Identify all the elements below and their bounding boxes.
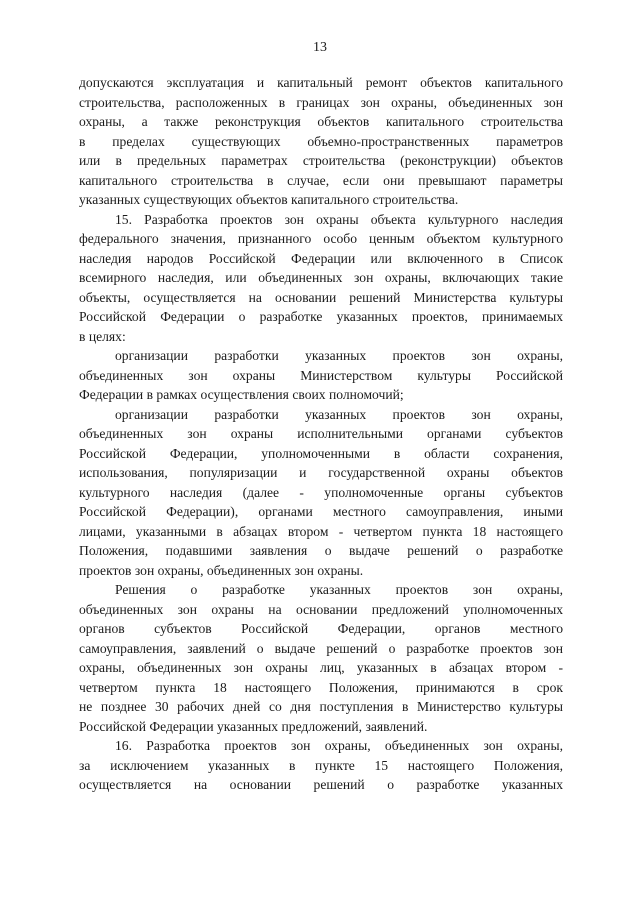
text-line: объединенных зон охраны на основании предложений уполномоченных (79, 601, 563, 617)
body-text (79, 73, 563, 795)
page-number: 13 (313, 40, 327, 55)
text-line: организации разработки указанных проектов зон охраны, (115, 406, 563, 422)
text-line: или в предельных параметрах строительства (реконструкции) объектов (79, 153, 563, 168)
text-line: за исключением указанных в пункте 15 настоящего Положения, (79, 757, 563, 773)
text-line: культурного наследия (далее - уполномоченные органы субъектов (79, 484, 563, 500)
text-line: проектов зон охраны, объединенных зон охраны. (79, 562, 364, 578)
text-line: не позднее 30 рабочих дней со дня поступления в Министерство культуры (79, 699, 563, 714)
text-line: лицами, указанными в абзацах втором - четвертом пункта 18 настоящего (79, 523, 563, 539)
text-line: Решения о разработке указанных проектов зон охраны, (115, 582, 563, 597)
text-line: самоуправления, заявлений о выдаче решений о разработке проектов зон (79, 640, 563, 656)
text-line: объединенных зон охраны Министерством культуры Российской (79, 367, 563, 383)
text-line: Российской Федерации, уполномоченными в области сохранения, (79, 445, 563, 461)
text-line: объединенных зон охраны исполнительными органами субъектов (79, 426, 563, 441)
text-line: федерального значения, признанного особо ценным объектом культурного (79, 231, 563, 246)
text-line: Российской Федерации указанных предложений, заявлений. (79, 718, 428, 734)
text-line: использования, популяризации и государственной охраны объектов (79, 465, 563, 480)
text-line: объекты, осуществляется на основании решений Министерства культуры (79, 289, 563, 305)
text-line: в пределах существующих объемно-пространственных параметров (79, 133, 563, 149)
text-line: органов субъектов Российской Федерации, органов местного (79, 621, 563, 636)
text-line: 15. Разработка проектов зон охраны объекта культурного наследия (115, 211, 563, 227)
text-line: организации разработки указанных проектов зон охраны, (115, 348, 563, 363)
text-line: указанных существующих объектов капитального строительства. (79, 192, 459, 207)
text-line: Положения, подавшими заявления о выдаче решений о разработке (79, 543, 563, 558)
text-line: капитального строительства в случае, если они превышают параметры (79, 172, 563, 188)
text-line: всемирного наследия, или объединенных зон охраны, включающих такие (79, 270, 563, 285)
text-line: 16. Разработка проектов зон охраны, объединенных зон охраны, (115, 738, 563, 753)
text-line: Российской Федерации), органами местного самоуправления, иными (79, 504, 563, 519)
text-line: наследия народов Российской Федерации или включенного в Список (79, 250, 563, 266)
text-line: Российской Федерации о разработке указанных проектов, принимаемых (79, 309, 563, 324)
text-line: допускаются эксплуатация и капитальный ремонт объектов капитального (79, 75, 563, 90)
text-line: четвертом пункта 18 настоящего Положения, принимаются в срок (79, 679, 563, 695)
text-line: охраны, а также реконструкция объектов капитального строительства (79, 114, 563, 129)
text-line: Федерации в рамках осуществления своих полномочий; (79, 387, 404, 402)
text-line: строительства, расположенных в границах зон охраны, объединенных зон (79, 94, 563, 110)
text-line: осуществляется на основании решений о разработке указанных (79, 777, 563, 792)
text-line: охраны, объединенных зон охраны лиц, указанных в абзацах втором - (79, 660, 563, 675)
text-line: в целях: (79, 328, 126, 344)
